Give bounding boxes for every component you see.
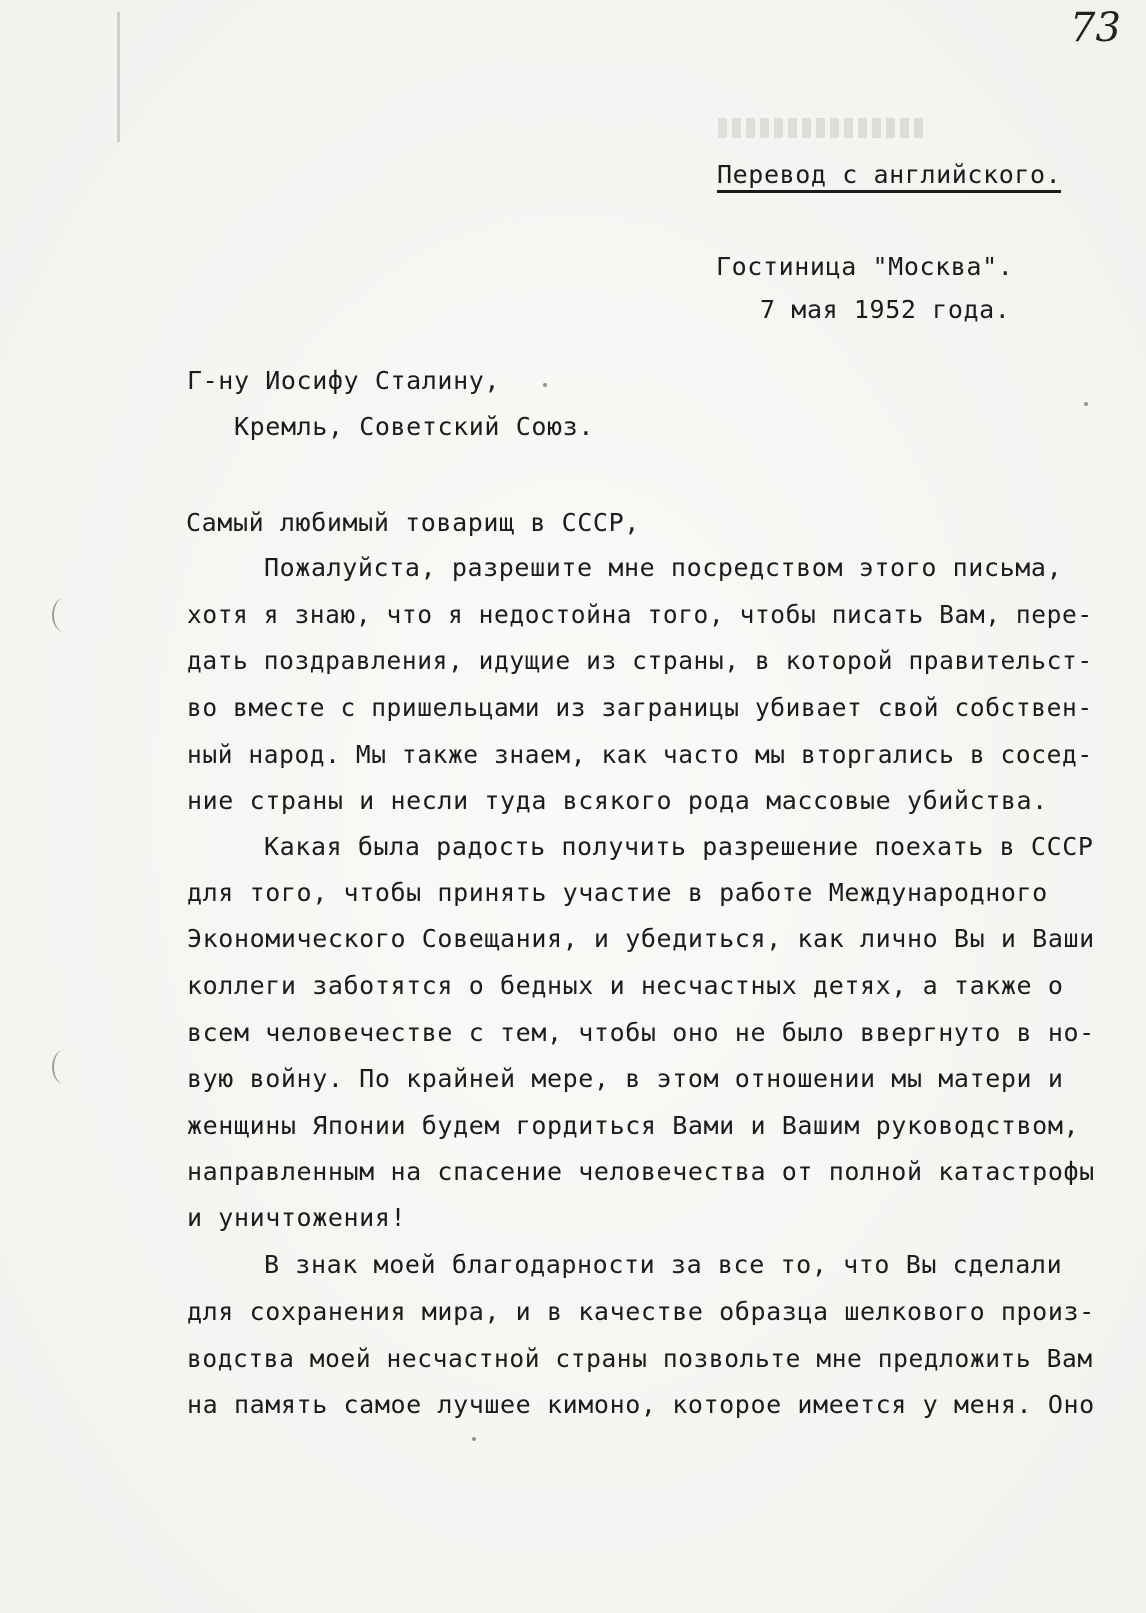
salutation: Самый любимый товарищ в СССР, (186, 508, 640, 537)
paragraph-line: Пожалуйста, разрешите мне посредством этого письма, (264, 553, 1063, 582)
paragraph-line: Какая была радость получить разрешение поехать в СССР (264, 832, 1094, 861)
punch-hole (52, 1050, 76, 1084)
speck (472, 1437, 476, 1441)
page-number: 73 (1070, 5, 1121, 51)
punch-hole (52, 598, 76, 632)
paragraph-line: всем человечестве с тем, чтобы оно не было ввергнуто в но- (187, 1018, 1095, 1047)
paragraph-line: хотя я знаю, что я недостойна того, чтобы писать Вам, пере- (187, 600, 1093, 629)
paragraph-line: вую войну. По крайней мере, в этом отношении мы матери и (187, 1064, 1064, 1093)
paragraph-line: В знак моей благодарности за все то, что Вы сделали (264, 1250, 1063, 1279)
letter-date: 7 мая 1952 года. (760, 295, 1011, 324)
paragraph-line: коллеги заботятся о бедных и несчастных детях, а также о (187, 971, 1064, 1000)
paragraph-line: водства моей несчастной страны позвольте мне предложить Вам (187, 1344, 1093, 1373)
paragraph-line: на память самое лучшее кимоно, которое имеется у меня. Оно (187, 1390, 1095, 1419)
paragraph-line: ный народ. Мы также знаем, как часто мы вторгались в сосед- (187, 740, 1093, 769)
paragraph-line: дать поздравления, идущие из страны, в которой правительст- (187, 646, 1093, 675)
faint-stamp-ghost (718, 118, 928, 138)
paragraph-line: для того, чтобы принять участие в работе Международного (187, 878, 1048, 907)
paragraph-line: Экономического Совещания, и убедиться, как лично Вы и Ваши (187, 924, 1095, 953)
paragraph-line: женщины Японии будем гордиться Вами и Вашим руководством, (187, 1111, 1080, 1140)
speck (1084, 402, 1088, 406)
heading-text: Перевод с английского. (717, 160, 1061, 193)
paragraph-line: во вместе с пришельцами из заграницы убивает свой собствен- (187, 693, 1093, 722)
paragraph-line: для сохранения мира, и в качестве образца шелкового произ- (187, 1297, 1095, 1326)
translation-heading (717, 160, 1061, 190)
paragraph-line: направленным на спасение человечества от полной катастрофы (187, 1157, 1095, 1186)
scan-edge-mark (117, 12, 120, 142)
sender-place: Гостиница "Москва". (716, 252, 1014, 281)
speck (543, 383, 547, 387)
address-line-1: Г-ну Иосифу Сталину, (187, 366, 501, 395)
paragraph-line: и уничтожения! (187, 1203, 407, 1232)
address-line-2: Кремль, Советский Союз. (234, 412, 594, 441)
paragraph-line: ние страны и несли туда всякого рода массовые убийства. (187, 786, 1048, 815)
